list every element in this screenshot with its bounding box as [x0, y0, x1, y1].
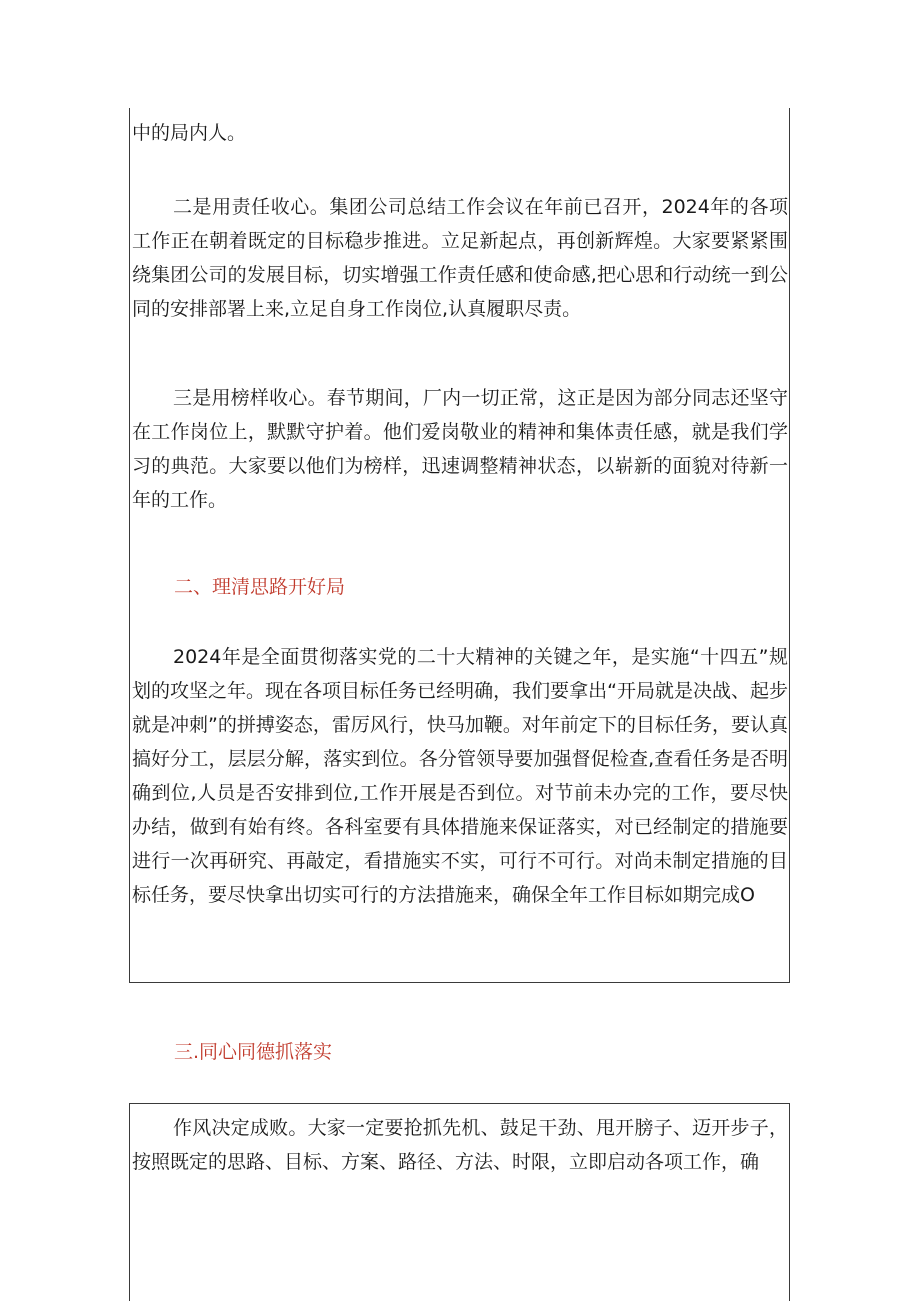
paragraph-responsibility: 二是用责任收心。集团公司总结工作会议在年前已召开，2024年的各项工作正在朝着既定的目标稳步推进。立足新起点，再创新辉煌。大家要紧紧围绕集团公司的发展目标，切实增强工作责任感和使命感,把心思和行动统一到公同的安排部署上来,立足自身工作岗位,认真履职尽责。: [132, 196, 788, 320]
paragraph-role-model: 三是用榜样收心。春节期间，厂内一切正常，这正是因为部分同志还坚守在工作岗位上，默默守护着。他们爱岗敬业的精神和集体责任感，就是我们学习的典范。大家要以他们为榜样，迅速调整精神状态，以崭新的面貌对待新一年的工作。: [132, 387, 788, 511]
section-heading-2: 二、理清思路开好局: [174, 576, 346, 598]
paragraph-intro-tail: 中的局内人。: [132, 122, 247, 144]
paragraph-plan: 2024年是全面贯彻落实党的二十大精神的关键之年，是实施“十四五”规划的攻坚之年。现在各项目标任务已经明确，我们要拿出“开局就是决战、起步就是冲刺”的拼搏姿态，雷厉风行，快马加鞭。对年前定下的目标任务，要认真搞好分工，层层分解，落实到位。各分管领导要加强督促检查,查看任务是否明确到位,人员是否安排到位,工作开展是否到位。对节前未办完的工作，要尽快办结，做到有始有终。各科室要有具体措施来保证落实，对已经制定的措施要进行一次再研究、再敲定，看措施实不实，可行不可行。对尚未制定措施的目标任务，要尽快拿出切实可行的方法措施来，确保全年工作目标如期完成O: [132, 646, 788, 906]
section-heading-3: 三.同心同德抓落实: [174, 1041, 333, 1063]
paragraph-style: 作风决定成败。大家一定要抢抓先机、鼓足干劲、甩开膀子、迈开步子，按照既定的思路、目标、方案、路径、方法、时限，立即启动各项工作，确: [132, 1117, 788, 1173]
